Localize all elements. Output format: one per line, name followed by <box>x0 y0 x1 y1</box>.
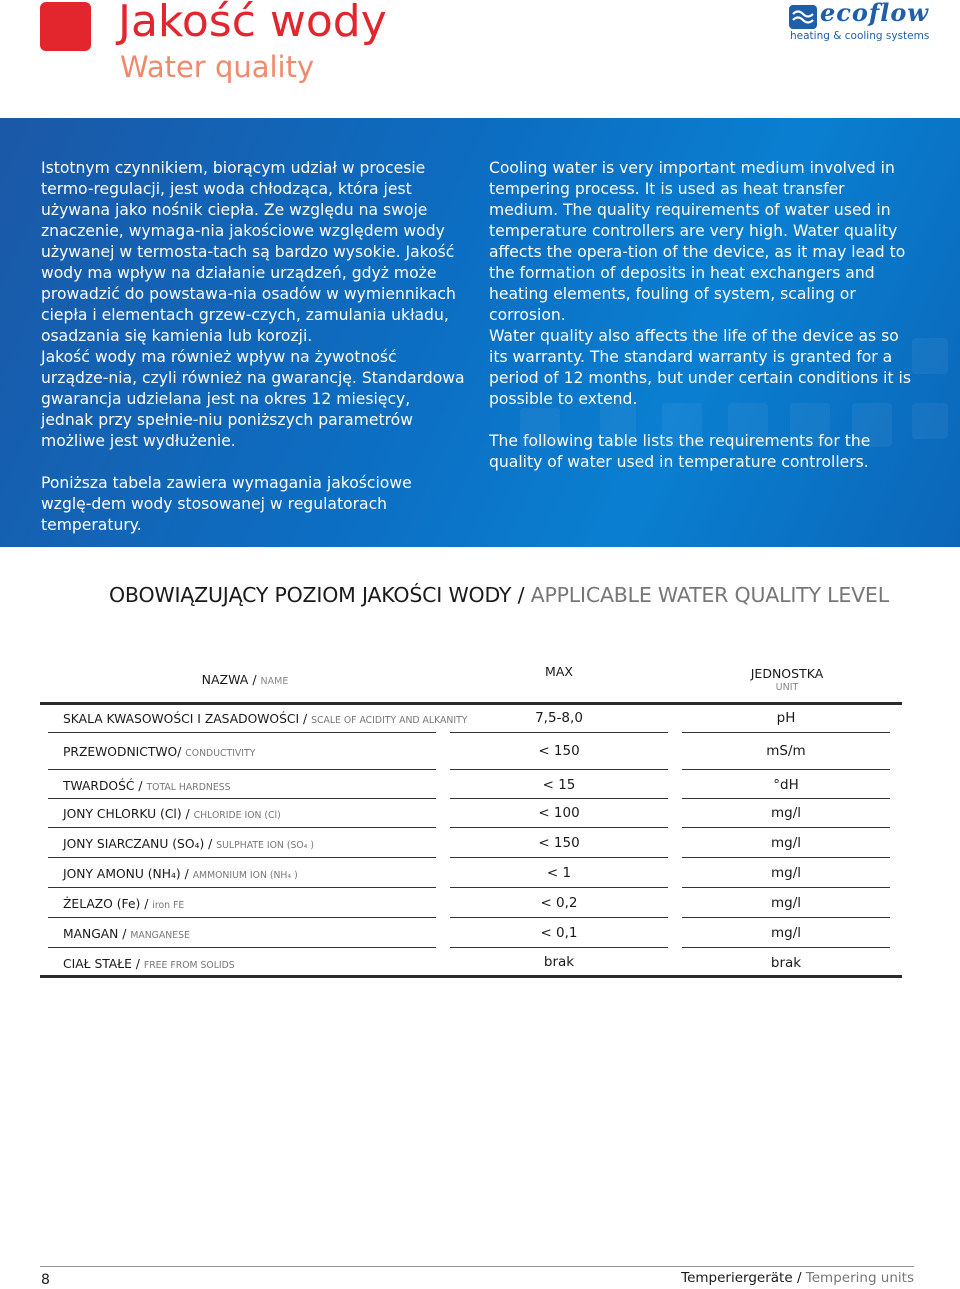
footer-caption: Temperiergeräte / Tempering units <box>681 1270 914 1286</box>
table-row: MANGAN / MANGANESE < 0,1 mg/l <box>40 920 902 950</box>
intro-column-en <box>489 158 914 473</box>
section-title <box>109 582 889 608</box>
table-row: JONY AMONU (NH₄) / AMMONIUM ION (NH₄ ) < 1 mg/l <box>40 860 902 890</box>
logo-wordmark: ecoflow <box>820 0 929 27</box>
intro-en-paragraph-3: The following table lists the requirements for the quality of water used in temperature controllers. <box>489 432 871 471</box>
column-header-max: MAX <box>545 664 573 679</box>
table-row: JONY SIARCZANU (SO₄) / SULPHATE ION (SO₄ ) < 150 mg/l <box>40 830 902 860</box>
page-number: 8 <box>41 1272 50 1288</box>
logo-mark-icon <box>789 5 817 29</box>
table-row: JONY CHLORKU (Cl) / CHLORIDE ION (Cl) < 100 mg/l <box>40 800 902 830</box>
intro-pl-paragraph-3: Poniższa tabela zawiera wymagania jakościowe wzglę-dem wody stosowanej w regulatorach temperatury. <box>41 474 412 534</box>
ecoflow-logo <box>789 0 930 44</box>
footer-rule <box>40 1266 914 1267</box>
intro-band <box>0 118 960 547</box>
section-title-pl: OBOWIĄZUJĄCY POZIOM JAKOŚCI WODY <box>109 583 512 607</box>
intro-pl-paragraph-1: Istotnym czynnikiem, biorącym udział w procesie termo-regulacji, jest woda chłodząca, która jest używana jako nośnik ciepła. Ze względu na swoje znaczenie, wymaga-nia jakościowe względem wody używanej w termosta-tach są bardzo wysokie. Jakość wody ma wpływ na działanie urządzeń, gdyż może prowadzić do powstawa-nia osadów w wymiennikach ciepła i elementach grzew-czych, zamulania układu, osadzania się kamienia lub korozji. <box>41 159 456 345</box>
table-row: CIAŁ STAŁE / FREE FROM SOLIDS brak brak <box>63 954 802 971</box>
intro-en-paragraph-1: Cooling water is very important medium involved in tempering process. It is used as heat transfer medium. The quality requirements of water used in temperature controllers are very high. Water quality affects the opera-tion of the device, as it may lead to the formation of deposits in heat exchangers and heating elements, fouling of system, scaling or corrosion. <box>489 159 906 324</box>
column-header-unit: JEDNOSTKA UNIT <box>750 666 824 693</box>
table-bottom-rule <box>40 975 902 978</box>
logo-tagline: heating & cooling systems <box>790 30 930 42</box>
page-subtitle: Water quality <box>120 50 315 84</box>
table-row: TWARDOŚĆ / TOTAL HARDNESS < 15 °dH <box>40 770 902 800</box>
column-header-name: NAZWA / NAME <box>201 672 289 687</box>
intro-column-pl <box>41 158 466 536</box>
red-accent-square <box>40 2 91 51</box>
section-title-en: APPLICABLE WATER QUALITY LEVEL <box>530 583 889 607</box>
page-title: Jakość wody <box>118 0 387 47</box>
table-row: ŻELAZO (Fe) / iron FE < 0,2 mg/l <box>40 890 902 920</box>
section-title-separator: / <box>517 583 525 607</box>
intro-pl-paragraph-2: Jakość wody ma również wpływ na żywotność urządze-nia, czyli również na gwarancję. Standardowa gwarancja udzielana jest na okres 12 miesięcy, jednak przy spełnie-niu poniższych parametrów możliwe jest wydłużenie. <box>41 348 465 450</box>
table-row: SKALA KWASOWOŚCI I ZASADOWOŚCI / SCALE OF ACIDITY AND ALKANITY 7,5-8,0 pH <box>40 702 902 735</box>
intro-en-paragraph-2: Water quality also affects the life of the device as so its warranty. The standard warranty is granted for a period of 12 months, but under certain conditions it is possible to extend. <box>489 327 912 408</box>
table-row: PRZEWODNICTWO/ CONDUCTIVITY < 150 mS/m <box>40 735 902 768</box>
